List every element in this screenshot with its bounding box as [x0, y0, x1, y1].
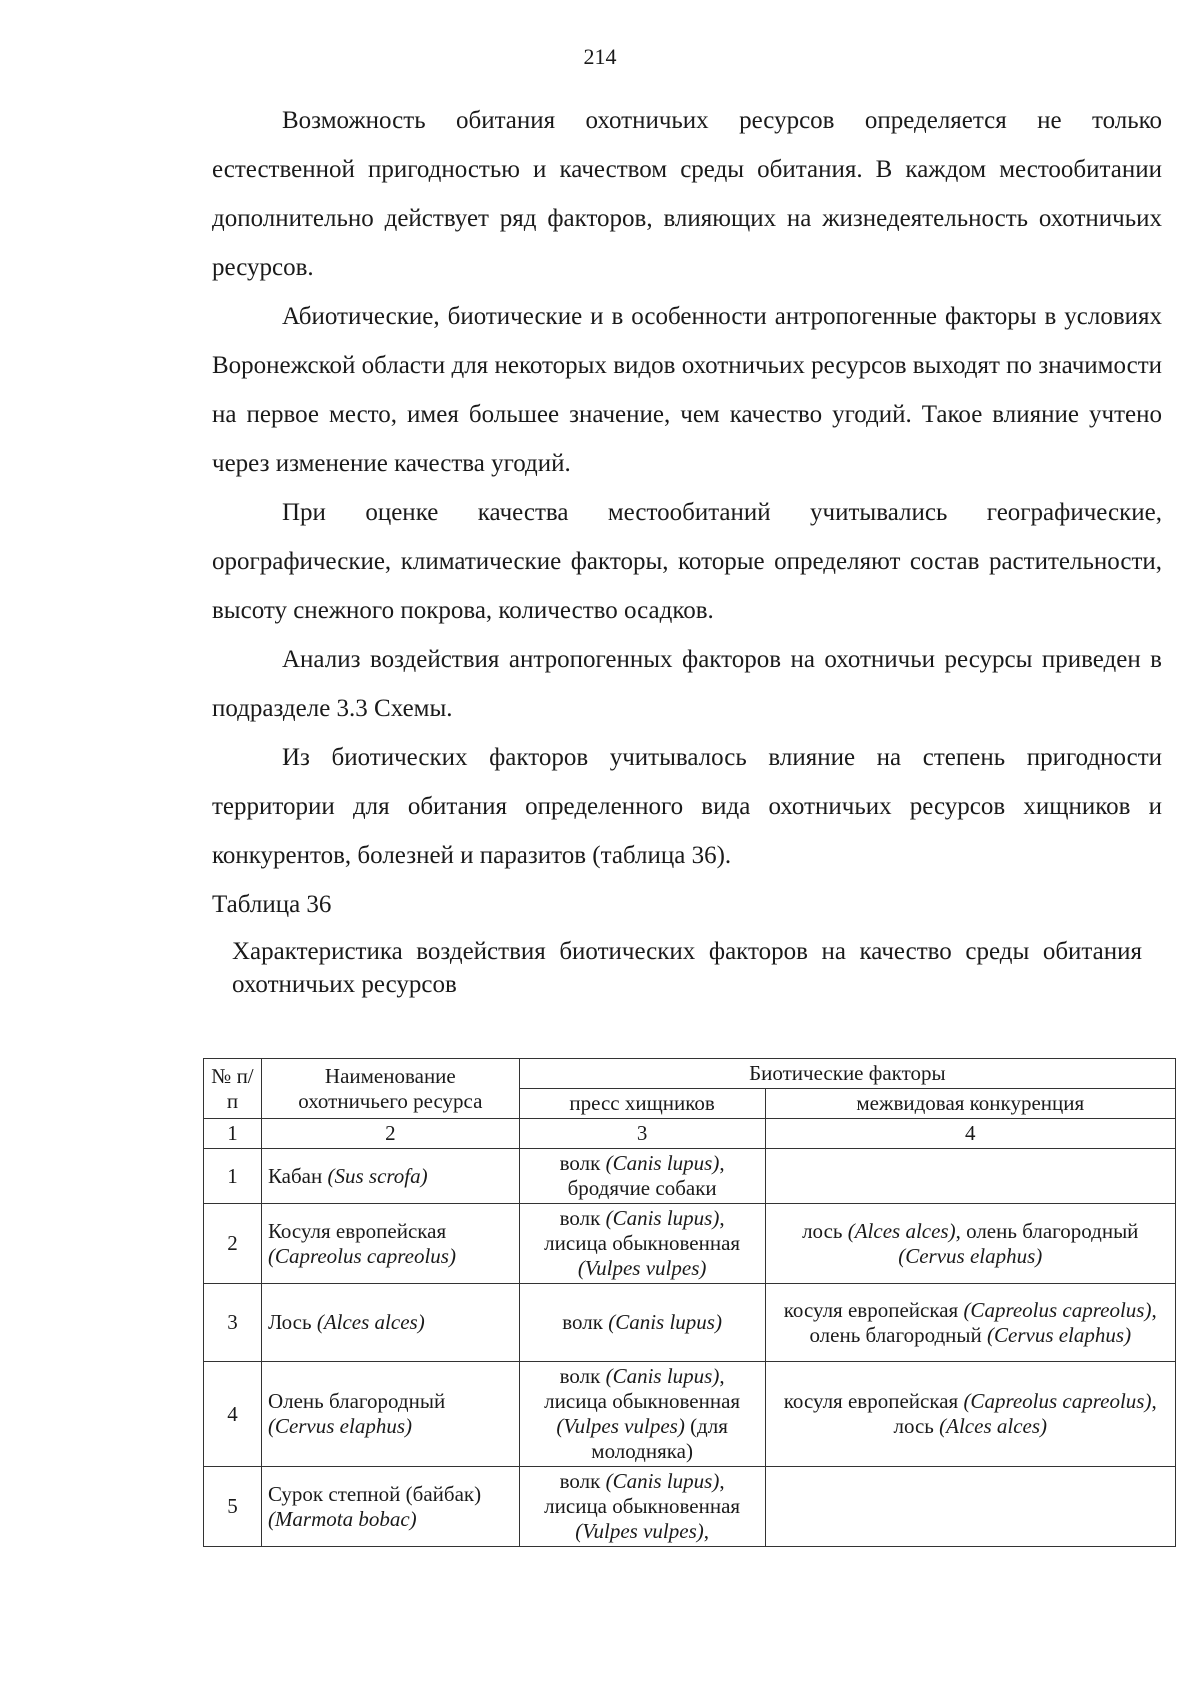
header-competition: межвидовая конкуренция: [765, 1089, 1175, 1119]
predator-text: волк: [559, 1364, 606, 1388]
resource-name-ru: Сурок степной (байбак): [267, 1481, 482, 1506]
predator-text: , бродячие собаки: [567, 1151, 725, 1200]
resource-name: [261, 1149, 519, 1204]
table-row: [204, 1284, 1176, 1362]
resource-name-ru: Кабан: [267, 1163, 328, 1188]
predator-text: (Vulpes vulpes): [556, 1414, 685, 1438]
resource-name-ru: Косуля европейская: [267, 1218, 447, 1243]
predators-cell: [519, 1362, 765, 1467]
table-row: [204, 1149, 1176, 1204]
predator-text: (Canis lupus): [608, 1310, 722, 1334]
resource-name-latin: (Alces alces): [316, 1310, 425, 1334]
table-row: [204, 1204, 1176, 1284]
predator-text: (Vulpes vulpes): [577, 1256, 707, 1280]
predator-text: (для молодняка): [591, 1414, 728, 1463]
paragraph-3: При оценке качества местообитаний учитывались географические, орографические, климатические факторы, которые определяют состав растительности, высоту снежного покрова, количество осадков.: [212, 499, 1162, 624]
competition-cell: [765, 1362, 1175, 1467]
competitor-text: (Cervus elaphus): [898, 1243, 1043, 1268]
page-number: 214: [583, 44, 617, 69]
predator-text: волк: [559, 1151, 606, 1175]
header-num: № п/п: [204, 1059, 262, 1119]
predator-text: волк: [559, 1469, 606, 1493]
predators-cell: [519, 1149, 765, 1204]
competition-cell: [765, 1149, 1175, 1204]
resource-name-ru: Лось: [267, 1310, 317, 1334]
predator-text: , лисица обыкновенная: [544, 1206, 741, 1255]
header-biotic-factors: Биотические факторы: [519, 1059, 1175, 1089]
competitor-text: , олень благородный: [955, 1218, 1139, 1243]
resource-name: [261, 1284, 519, 1362]
competitor-text: (Capreolus capreolus): [963, 1389, 1152, 1413]
column-number: 2: [261, 1119, 519, 1149]
row-number: 3: [204, 1284, 262, 1362]
predator-text: , лисица обыкновенная: [544, 1469, 741, 1518]
resource-name: [261, 1204, 519, 1284]
table-header-row: [204, 1059, 1176, 1089]
resource-name-latin: (Cervus elaphus): [267, 1414, 412, 1438]
competitor-text: (Alces alces): [939, 1414, 1048, 1438]
predator-text: (Canis lupus): [605, 1206, 720, 1230]
resource-name-ru: Олень благородный: [267, 1389, 446, 1413]
competition-cell: [765, 1284, 1175, 1362]
predator-text: (Vulpes vulpes): [575, 1519, 704, 1543]
competitor-text: косуля европейская: [783, 1297, 964, 1322]
header-predators: пресс хищников: [519, 1089, 765, 1119]
predator-text: (Canis lupus): [605, 1364, 720, 1388]
body-text: [212, 96, 1162, 1001]
predator-text: , лисица обыкновенная: [544, 1364, 741, 1413]
column-number: 4: [765, 1119, 1175, 1149]
competitor-text: , олень благородный: [809, 1297, 1157, 1347]
paragraph-4: Анализ воздействия антропогенных факторов на охотничьи ресурсы приведен в подразделе 3.3 Схемы.: [212, 646, 1162, 722]
predator-text: волк: [559, 1206, 606, 1230]
competitor-text: (Alces alces): [847, 1218, 956, 1243]
paragraph-2: Абиотические, биотические и в особенности антропогенные факторы в условиях Воронежской области для некоторых видов охотничьих ресурсов выходят по значимости на первое место, имея большее значение, чем качество угодий. Такое влияние учтено через изменение качества угодий.: [212, 303, 1162, 477]
predators-cell: [519, 1467, 765, 1547]
resource-name: [261, 1467, 519, 1547]
paragraph-5: Из биотических факторов учитывалось влияние на степень пригодности территории для обитания определенного вида охотничьих ресурсов хищников и конкурентов, болезней и паразитов (таблица 36).: [212, 744, 1162, 869]
competitor-text: (Cervus elaphus): [987, 1322, 1132, 1347]
resource-name-latin: (Marmota bobac): [267, 1506, 417, 1531]
competitor-text: (Capreolus capreolus): [963, 1297, 1152, 1322]
table-title: Характеристика воздействия биотических факторов на качество среды обитания охотничьих ресурсов: [232, 938, 1142, 998]
column-number: 1: [204, 1119, 262, 1149]
column-number-row: [204, 1119, 1176, 1149]
paragraph-1: Возможность обитания охотничьих ресурсов определяется не только естественной пригодностью и качеством среды обитания. В каждом местообитании дополнительно действует ряд факторов, влияющих на жизнедеятельность охотничьих ресурсов.: [212, 107, 1162, 281]
resource-name: [261, 1362, 519, 1467]
row-number: 4: [204, 1362, 262, 1467]
predator-text: (Canis lupus): [605, 1469, 720, 1493]
resource-name-latin: (Sus scrofa): [327, 1163, 428, 1188]
competitor-text: косуля европейская: [783, 1389, 964, 1413]
row-number: 1: [204, 1149, 262, 1204]
predator-text: (Canis lupus): [605, 1151, 720, 1175]
predator-text: ,: [703, 1519, 709, 1543]
column-number: 3: [519, 1119, 765, 1149]
predator-text: волк: [562, 1310, 609, 1334]
header-name: Наименование охотничьего ресурса: [261, 1059, 519, 1119]
resource-name-latin: (Capreolus capreolus): [267, 1243, 456, 1268]
table-row: [204, 1467, 1176, 1547]
competitor-text: лось: [802, 1218, 848, 1243]
table-label: Таблица 36: [212, 891, 332, 918]
predators-cell: [519, 1204, 765, 1284]
row-number: 2: [204, 1204, 262, 1284]
competition-cell: [765, 1467, 1175, 1547]
competition-cell: [765, 1204, 1175, 1284]
biotic-factors-table: [203, 1058, 1176, 1547]
table-row: [204, 1362, 1176, 1467]
competitor-text: , лось: [893, 1389, 1157, 1438]
predators-cell: [519, 1284, 765, 1362]
row-number: 5: [204, 1467, 262, 1547]
